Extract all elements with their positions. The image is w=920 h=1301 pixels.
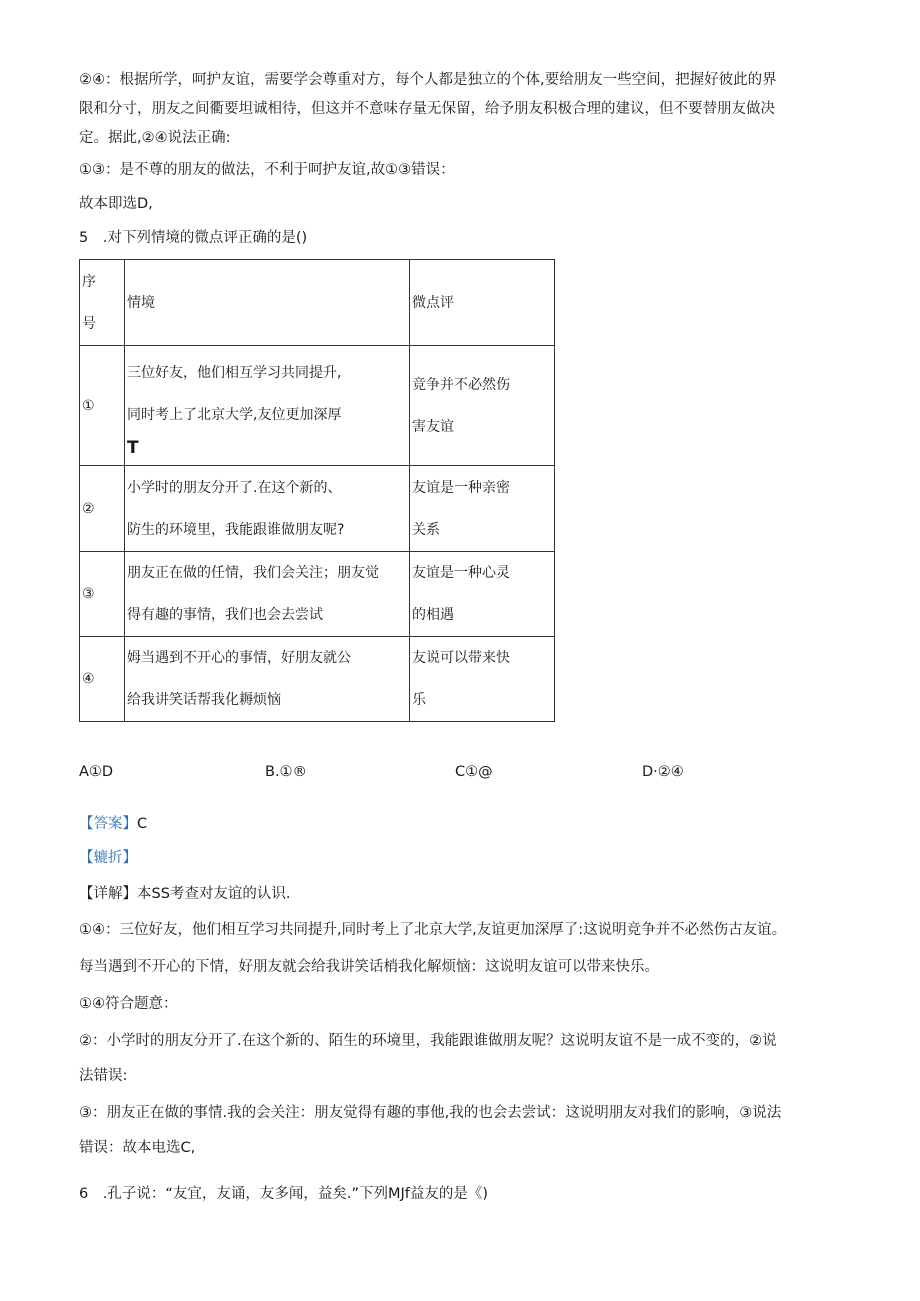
header-comment-text: 微点评 xyxy=(412,294,454,311)
option-b[interactable]: B.①® xyxy=(265,764,308,780)
row-number-text: ① xyxy=(82,397,95,414)
table-row xyxy=(80,346,555,466)
row-number-text: ③ xyxy=(82,586,95,602)
header-situation xyxy=(125,260,410,346)
comment-line: 竞争并不必然伤 xyxy=(412,376,510,393)
comment-line: 友谊是一种亲密 xyxy=(412,479,510,496)
comment-line: 友谊是一种心灵 xyxy=(412,565,510,581)
row-situation xyxy=(125,637,410,722)
situation-table xyxy=(79,259,555,722)
row-number-text: ② xyxy=(82,500,95,517)
option-d[interactable]: D·②④ xyxy=(642,764,684,780)
row-number xyxy=(80,552,125,637)
header-number-line2: 号 xyxy=(82,315,96,332)
comment-line: 的相遇 xyxy=(412,607,454,623)
answer-value: C xyxy=(137,816,148,832)
comment-line: 害友谊 xyxy=(412,418,454,435)
analysis-line xyxy=(79,848,137,868)
row-number xyxy=(80,346,125,466)
intro-line-2: 限和分寸，朋友之间衢要坦诚相待，但这并不意味存量无保留，给予朋友积极合理的建议，但不要替朋友做决 xyxy=(79,101,775,117)
situation-line: 小学时的朋友分开了.在这个新的、 xyxy=(127,479,342,496)
comment-line: 乐 xyxy=(412,692,426,708)
situation-line: 朋友正在做的任情，我们会关注；朋友觉 xyxy=(127,565,379,581)
table-row xyxy=(80,466,555,552)
intro-line-4: ①③：是不尊的朋友的做法，不利于呵护友谊,故①③错误： xyxy=(79,162,455,178)
situation-line: 防生的环境里，我能跟谁做朋友呢? xyxy=(127,521,345,538)
situation-line: 三位好友，他们相互学习共同提升, xyxy=(127,364,342,381)
detail-line-5: ②：小学时的朋友分开了.在这个新的、陌生的环境里，我能跟谁做朋友呢？这说明友谊不是一成不变的，②说 xyxy=(79,1033,777,1049)
row-situation xyxy=(125,552,410,637)
question-6-title: 6 .孔子说：“友宜，友诵，友多闻，益矣.”下列MJf益友的是《) xyxy=(79,1186,489,1202)
table-row xyxy=(80,637,555,722)
row-comment xyxy=(410,552,555,637)
option-a[interactable]: A①D xyxy=(79,764,114,780)
row-situation xyxy=(125,346,410,466)
header-situation-text: 情境 xyxy=(127,294,155,311)
comment-line: 友说可以带来快 xyxy=(412,650,510,666)
stray-mark: T xyxy=(127,437,139,458)
comment-line: 关系 xyxy=(412,521,440,538)
header-comment xyxy=(410,260,555,346)
answer-line xyxy=(79,814,147,834)
row-situation xyxy=(125,466,410,552)
intro-line-5: 故本即选D, xyxy=(79,196,153,212)
row-number-text: ④ xyxy=(82,671,95,687)
detail-line-7: ③：朋友正在做的事情.我的会关注：朋友觉得有趣的事他,我的也会去尝试：这说明朋友对我们的影响，③说法 xyxy=(79,1105,782,1121)
row-comment xyxy=(410,346,555,466)
header-number-line1: 序 xyxy=(82,273,96,290)
detail-line-4: ①④符合题意： xyxy=(79,996,178,1012)
header-number xyxy=(80,260,125,346)
table-header-row xyxy=(80,260,555,346)
situation-line: 给我讲笑话帮我化耨烦恼 xyxy=(127,692,281,708)
answer-tag: 【答案】 xyxy=(79,816,137,832)
situation-line: 得有趣的事情，我们也会去尝试 xyxy=(127,607,323,623)
detail-line-2: ①④：三位好友，他们相互学习共同提升,同时考上了北京大学,友谊更加深厚了:这说明竞争并不必然伤古友谊。 xyxy=(79,922,787,938)
question-5-title: 5 .对下列情境的微点评正确的是() xyxy=(79,230,308,246)
detail-line-1: 【详解】本SS考查对友谊的认识. xyxy=(79,886,291,902)
detail-line-3: 每当遇到不开心的下情，好朋友就会给我讲笑话梢我化解烦恼：这说明友谊可以带来快乐。 xyxy=(79,959,659,975)
detail-line-6: 法错误: xyxy=(79,1068,128,1084)
row-comment xyxy=(410,466,555,552)
analysis-tag: 【辘折】 xyxy=(79,850,137,866)
row-comment xyxy=(410,637,555,722)
option-c[interactable]: C①@ xyxy=(455,764,493,780)
intro-line-1: ②④：根据所学，呵护友谊，需要学会尊重对方，每个人都是独立的个体,要给朋友一些空间，把握好彼此的界 xyxy=(79,72,777,88)
row-number xyxy=(80,466,125,552)
intro-line-3: 定。据此,②④说法正确: xyxy=(79,130,231,146)
situation-line: 同时考上了北京大学,友位更加深厚 xyxy=(127,406,342,423)
situation-line: 姆当遇到不开心的事情，好朋友就公 xyxy=(127,650,351,666)
table-row xyxy=(80,552,555,637)
detail-line-8: 错误：故本电选C, xyxy=(79,1140,196,1156)
row-number xyxy=(80,637,125,722)
